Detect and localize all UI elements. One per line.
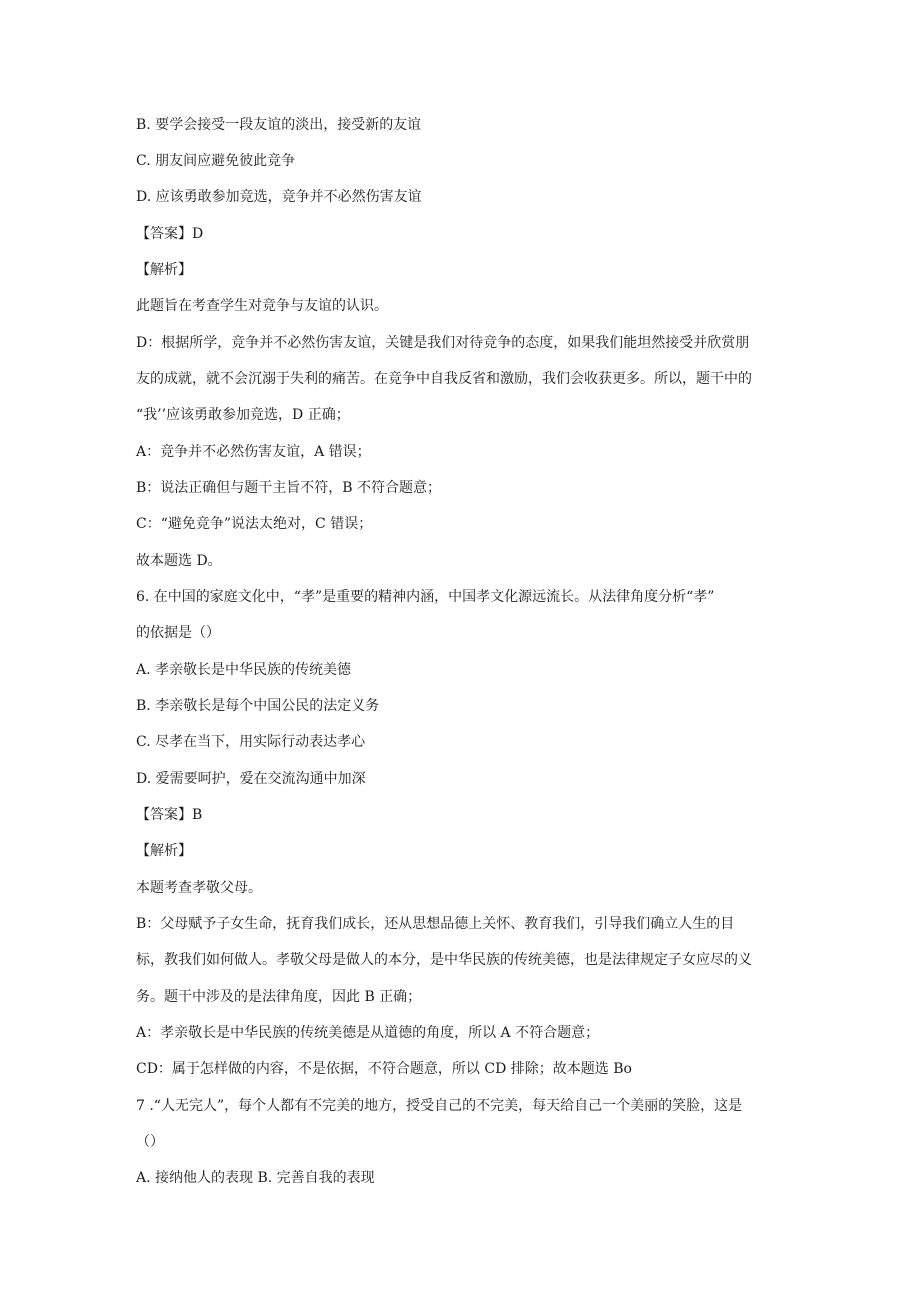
answer-q6: 【答案】B bbox=[136, 807, 203, 823]
analysis-text: C：“避免竞争”说法太绝对，C 错误； bbox=[136, 516, 373, 532]
option-c-q6: C. 尽孝在当下，用实际行动表达孝心 bbox=[136, 734, 366, 750]
options-q7: A. 接纳他人的表现 B. 完善自我的表现 bbox=[136, 1170, 375, 1186]
option-b-q5: B. 要学会接受一段友谊的淡出，接受新的友谊 bbox=[136, 117, 422, 133]
option-b-q6: B. 李亲敬长是每个中国公民的法定义务 bbox=[136, 698, 380, 714]
analysis-text: CD：属于怎样做的内容，不是依据，不符合题意，所以 CD 排除；故本题选 Bo bbox=[136, 1061, 632, 1077]
analysis-text: A：竞争并不必然伤害友谊，A 错误； bbox=[136, 444, 371, 460]
analysis-text: 友的成就，就不会沉溺于失利的痛苦。在竞争中自我反省和激励，我们会收获更多。所以，题干中的 bbox=[136, 371, 752, 387]
analysis-text: B：父母赋予子女生命，抚育我们成长，还从思想品德上关怀、教育我们，引导我们确立人生的目 bbox=[136, 916, 735, 932]
option-d-q5: D. 应该勇敢参加竞选，竞争并不必然伤害友谊 bbox=[136, 189, 422, 205]
option-d-q6: D. 爱需要呵护，爱在交流沟通中加深 bbox=[136, 771, 366, 787]
question-6: 的依据是（） bbox=[136, 625, 220, 641]
analysis-heading-q6: 【解析】 bbox=[136, 843, 192, 859]
analysis-text: 此题旨在考查学生对竞争与友谊的认识。 bbox=[136, 298, 388, 314]
answer-q5: 【答案】D bbox=[136, 226, 204, 242]
analysis-conclusion: 故本题选 D。 bbox=[136, 553, 222, 569]
analysis-text: B：说法正确但与题干主旨不符，B 不符合题意； bbox=[136, 480, 442, 496]
option-a-q6: A. 孝亲敬长是中华民族的传统美德 bbox=[136, 662, 352, 678]
option-c-q5: C. 朋友间应避免彼此竞争 bbox=[136, 153, 296, 169]
analysis-text: 本题考查孝敬父母。 bbox=[136, 880, 262, 896]
analysis-text: 标，教我们如何做人。孝敬父母是做人的本分，是中华民族的传统美德，也是法律规定子女应尽的义 bbox=[136, 952, 752, 968]
question-6: 6. 在中国的家庭文化中，“孝”是重要的精神内涵，中国孝文化源远流长。从法律角度分析“孝” bbox=[136, 589, 715, 605]
analysis-heading-q5: 【解析】 bbox=[136, 262, 192, 278]
question-7: 7 .“人无完人”，每个人都有不完美的地方，授受自己的不完美，每天给自己一个美丽的笑脸，这是 bbox=[136, 1098, 743, 1114]
analysis-text: 务。题干中涉及的是法律角度，因此 B 正确； bbox=[136, 989, 422, 1005]
analysis-text: A：孝亲敬长是中华民族的传统美德是从道德的角度，所以 A 不符合题意； bbox=[136, 1025, 600, 1041]
analysis-text: “我’’应该勇敢参加竞选，D 正确； bbox=[136, 407, 350, 423]
analysis-text: D：根据所学，竞争并不必然伤害友谊，关键是我们对待竞争的态度，如果我们能坦然接受并欣赏朋 bbox=[136, 335, 750, 351]
question-7: （） bbox=[136, 1134, 164, 1150]
